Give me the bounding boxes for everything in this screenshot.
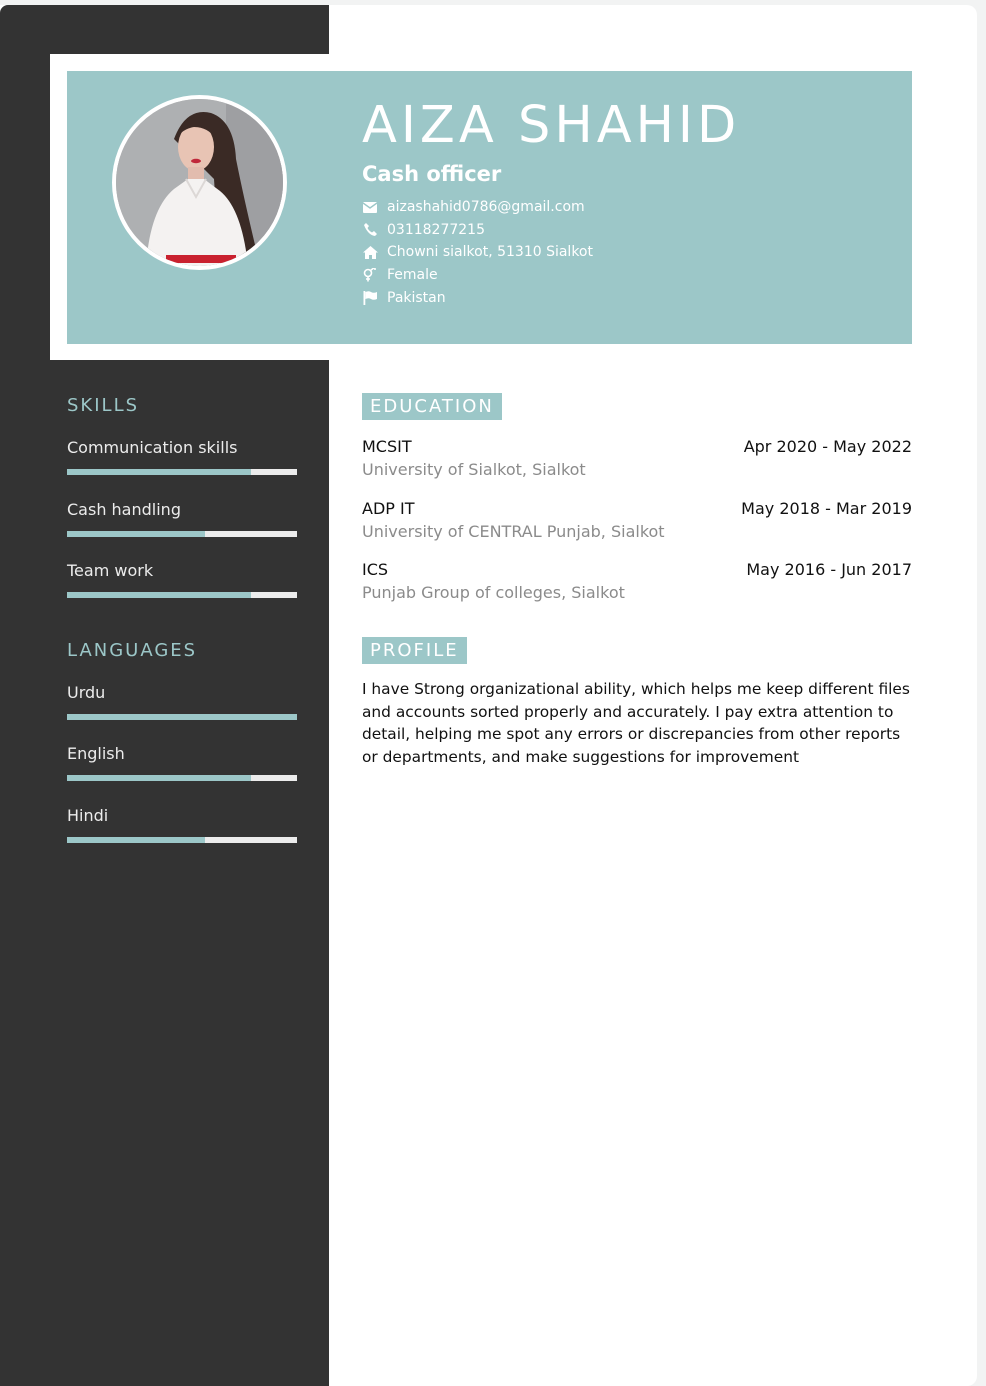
profile-photo (112, 95, 287, 270)
skill-label: Team work (67, 561, 154, 580)
contact-gender-text: Female (387, 267, 438, 284)
language-bar-fill (67, 837, 205, 843)
education-heading: EDUCATION (362, 393, 502, 420)
education-school: Punjab Group of colleges, Sialkot (362, 583, 625, 602)
profile-summary: I have Strong organizational ability, which helps me keep different files and accounts sorted properly and accurately. I pay extra attention to detail, helping me spot any errors or discrepancies from other reports or departments, and make suggestions for improvement (362, 680, 910, 766)
language-item (67, 743, 297, 781)
language-label: Hindi (67, 806, 109, 825)
education-degree: MCSIT (362, 437, 412, 456)
contact-email[interactable] (362, 196, 593, 219)
education-school: University of Sialkot, Sialkot (362, 460, 586, 479)
envelope-icon (362, 200, 378, 214)
education-degree: ADP IT (362, 499, 415, 518)
language-item (67, 805, 297, 843)
language-bar-track (67, 837, 297, 843)
language-label: English (67, 744, 125, 763)
contact-gender (362, 264, 593, 287)
languages-heading: LANGUAGES (67, 640, 198, 661)
language-bar-track (67, 714, 297, 720)
skill-bar-track (67, 592, 297, 598)
contact-phone-text: 03118277215 (387, 221, 485, 238)
candidate-name: AIZA SHAHID (362, 96, 741, 155)
gender-icon (362, 268, 378, 282)
education-dates: Apr 2020 - May 2022 (743, 437, 912, 456)
language-item (67, 682, 297, 720)
home-icon (362, 245, 378, 259)
education-dates: May 2016 - Jun 2017 (746, 560, 912, 579)
contact-country (362, 286, 593, 309)
portrait-illustration (116, 99, 283, 266)
skill-item (67, 437, 297, 475)
job-title: Cash officer (362, 162, 502, 186)
phone-icon (362, 223, 378, 237)
skill-item (67, 560, 297, 598)
skills-heading: SKILLS (67, 395, 140, 416)
language-bar-fill (67, 714, 297, 720)
contact-country-text: Pakistan (387, 289, 446, 306)
skill-label: Cash handling (67, 500, 181, 519)
skill-bar-track (67, 531, 297, 537)
education-school: University of CENTRAL Punjab, Sialkot (362, 522, 665, 541)
contact-address (362, 241, 593, 264)
skill-label: Communication skills (67, 438, 238, 457)
education-entry (362, 499, 912, 541)
education-entry (362, 437, 912, 479)
profile-heading: PROFILE (362, 637, 467, 664)
skill-bar-fill (67, 531, 205, 537)
contact-address-text: Chowni sialkot, 51310 Sialkot (387, 244, 593, 261)
skill-item (67, 499, 297, 537)
flag-icon (362, 291, 378, 305)
skill-bar-track (67, 469, 297, 475)
skill-bar-fill (67, 592, 251, 598)
education-entry (362, 560, 912, 602)
contact-list (362, 196, 593, 309)
skill-bar-fill (67, 469, 251, 475)
language-label: Urdu (67, 683, 106, 702)
language-bar-track (67, 775, 297, 781)
contact-phone[interactable] (362, 219, 593, 242)
education-degree: ICS (362, 560, 389, 579)
language-bar-fill (67, 775, 251, 781)
education-dates: May 2018 - Mar 2019 (741, 499, 912, 518)
contact-email-text: aizashahid0786@gmail.com (387, 199, 585, 216)
